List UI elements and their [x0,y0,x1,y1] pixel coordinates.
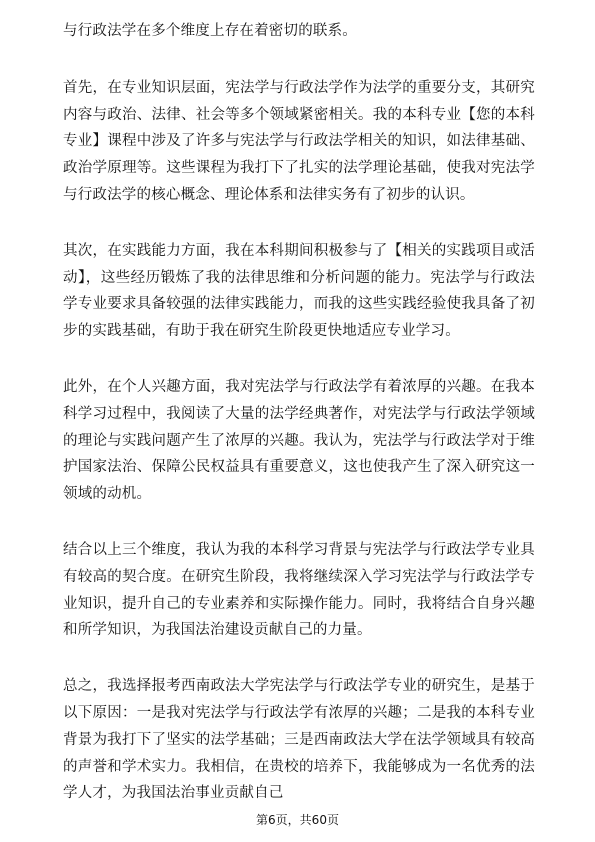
page-number-footer: 第6页，共60页 [256,813,339,827]
paragraph-professional-knowledge: 首先，在专业知识层面，宪法学与行政法学作为法学的重要分支，其研究内容与政治、法律、社会等多个领域紧密相关。我的本科专业【您的本科专业】课程中涉及了许多与宪法学与行政法学相关的知识，如法律基础、政治学原理等。这些课程为我打下了扎实的法学理论基础，使我对宪法学与行政法学的核心概念、理论体系和法律实务有了初步的认识。 [63,79,535,203]
paragraph-continuation: 与行政法学在多个维度上存在着密切的联系。 [63,23,357,39]
paragraph-personal-interest: 此外，在个人兴趣方面，我对宪法学与行政法学有着浓厚的兴趣。在我本科学习过程中，我阅读了大量的法学经典著作，对宪法学与行政法学领域的理论与实践问题产生了浓厚的兴趣。我认为，宪法学与行政法学对于维护国家法治、保障公民权益具有重要意义，这也使我产生了深入研究这一领域的动机。 [63,378,535,503]
paragraph-conclusion-dimensions: 结合以上三个维度，我认为我的本科学习背景与宪法学与行政法学专业具有较高的契合度。在研究生阶段，我将继续深入学习宪法学与行政法学专业知识，提升自己的专业素养和实际操作能力。同时，我将结合自身兴趣和所学知识，为我国法治建设贡献自己的力量。 [63,541,535,639]
document-body [63,18,535,836]
paragraph-summary: 总之，我选择报考西南政法大学宪法学与行政法学专业的研究生，是基于以下原因：一是我对宪法学与行政法学有浓厚的兴趣；二是我的本科专业背景为我打下了坚实的法学基础；三是西南政法大学在法学领域具有较高的声誉和学术实力。我相信，在贵校的培养下，我能够成为一名优秀的法学人才，为我国法治事业贡献自己 [63,678,535,802]
paragraph-practical-ability: 其次，在实践能力方面，我在本科期间积极参与了【相关的实践项目或活动】，这些经历锻炼了我的法律思维和分析问题的能力。宪法学与行政法学专业要求具备较强的法律实践能力，而我的这些实践经验使我具备了初步的实践基础，有助于我在研究生阶段更快地适应专业学习。 [63,242,535,340]
